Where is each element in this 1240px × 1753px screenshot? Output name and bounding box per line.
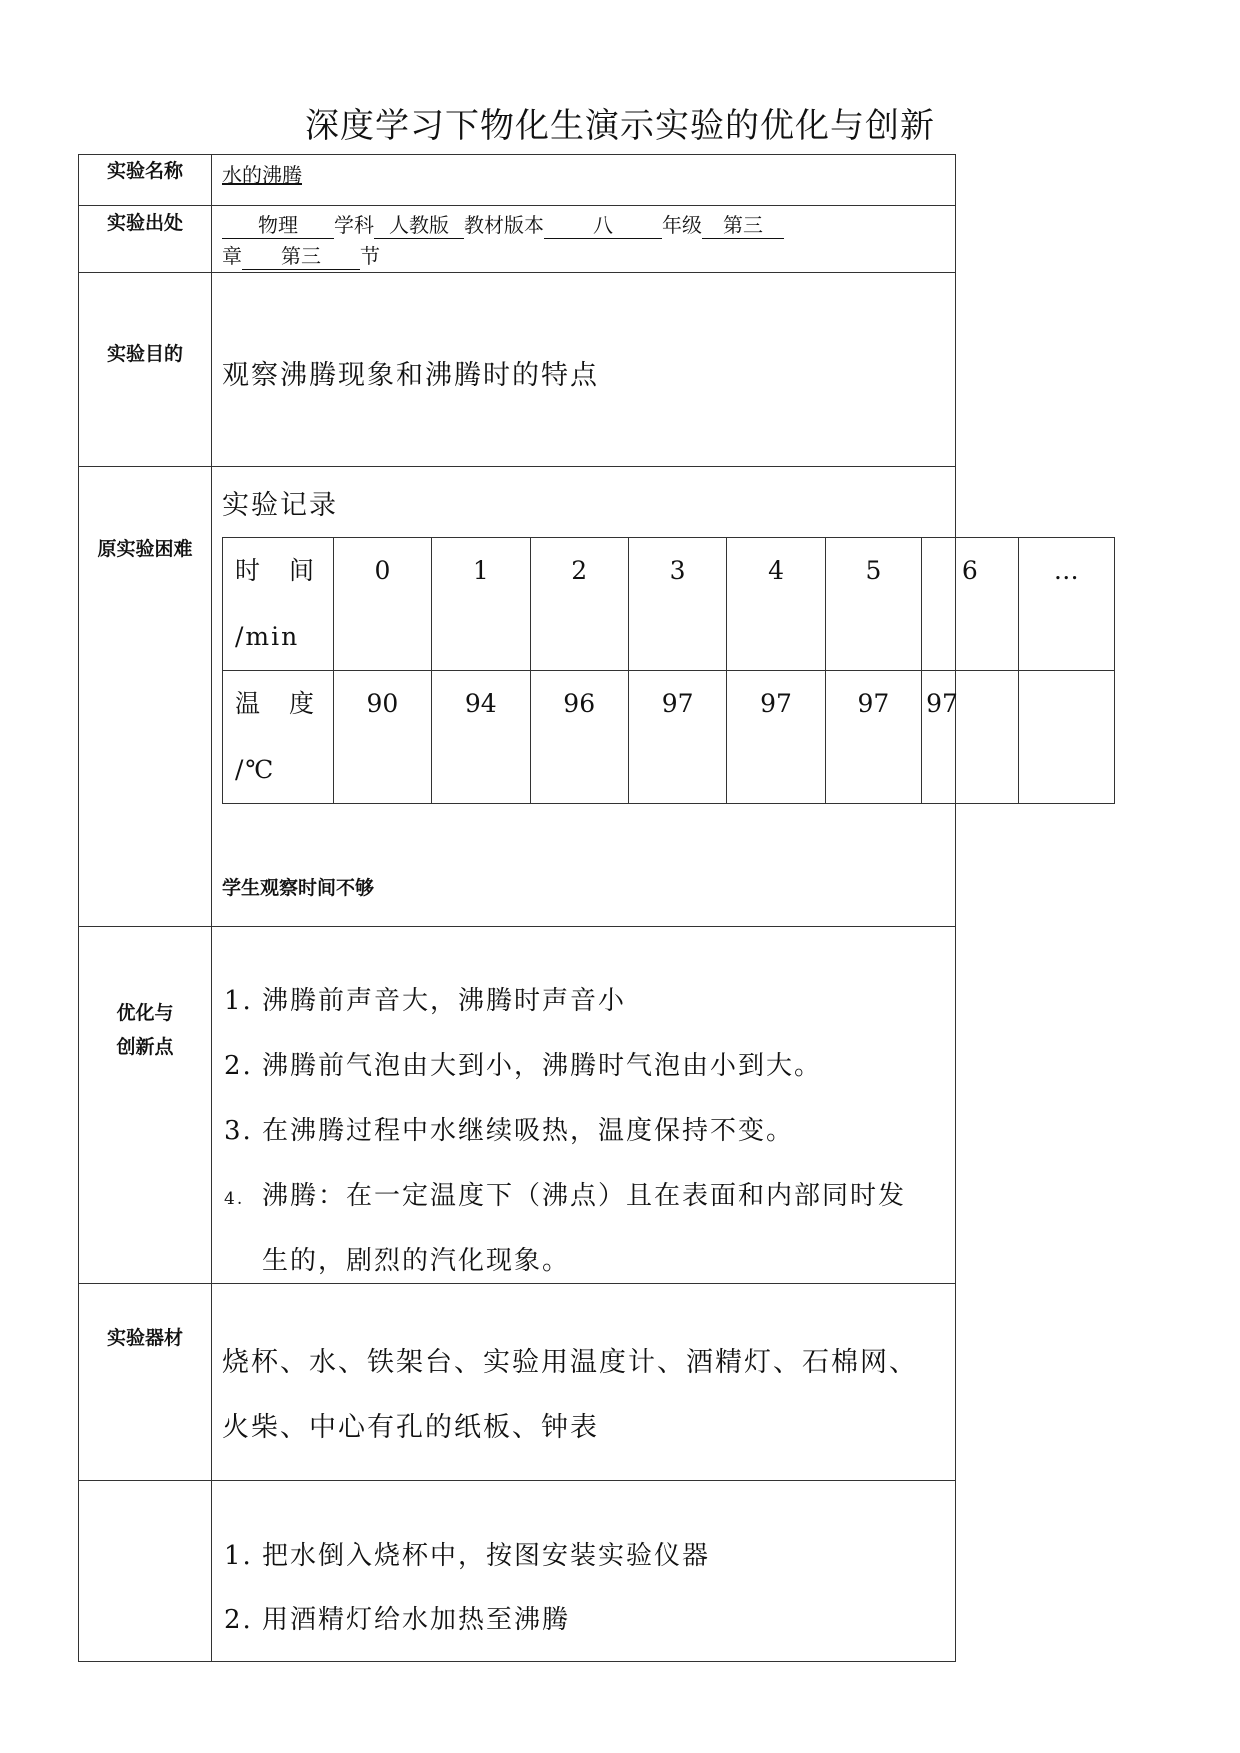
record-title: 实验记录: [222, 490, 338, 521]
innovation-item: [224, 980, 626, 1017]
time-row: [223, 538, 1115, 671]
experiment-source-value: [222, 210, 944, 272]
temperature-cell: [1018, 671, 1114, 804]
item-number: 4.: [224, 1189, 245, 1209]
label-experiment-name: 实验名称: [106, 160, 183, 182]
materials-line2: 火柴、中心有孔的纸板、钟表: [222, 1412, 599, 1443]
time-cell: 3: [628, 538, 726, 671]
edition-value: 人教版: [374, 212, 464, 239]
item-text: 在沸腾过程中水继续吸热，温度保持不变。: [262, 1116, 795, 1146]
label-innovation: [80, 996, 210, 1064]
record-table: [222, 537, 1115, 804]
item-text: 沸腾：在一定温度下（沸点）且在表面和内部同时发: [262, 1181, 907, 1211]
item-text: 用酒精灯给水加热至沸腾: [262, 1605, 571, 1635]
label-experiment-source: 实验出处: [106, 212, 183, 234]
row-divider: [78, 926, 956, 927]
difficulty-note: 学生观察时间不够: [222, 877, 375, 899]
chapter-suffix: 章: [222, 244, 242, 268]
temperature-cell: 97: [727, 671, 825, 804]
row-divider: [78, 1480, 956, 1481]
label-original-difficulty: 原实验困难: [97, 538, 193, 560]
innovation-item: [224, 1045, 822, 1082]
row-divider: [78, 466, 956, 467]
grade-suffix: 年级: [662, 213, 702, 237]
row-divider: [78, 272, 956, 273]
innovation-item-continuation: 生的，剧烈的汽化现象。: [262, 1246, 571, 1276]
label-materials: 实验器材: [106, 1327, 183, 1349]
time-cell: 2: [530, 538, 628, 671]
subject-value: 物理: [222, 212, 334, 239]
item-number: 1.: [224, 1541, 253, 1571]
temperature-row: [223, 671, 1115, 804]
step-item: [224, 1599, 570, 1636]
row-divider: [78, 1283, 956, 1284]
temperature-cell: 94: [432, 671, 530, 804]
innovation-label-line1: 优化与: [116, 1002, 174, 1024]
time-header-line1: 时 间: [235, 556, 317, 585]
label-experiment-purpose: 实验目的: [106, 343, 183, 365]
temperature-header: [223, 671, 334, 804]
experiment-name-value: 水的沸腾: [222, 163, 302, 187]
innovation-label-line2: 创新点: [116, 1036, 174, 1058]
time-cell: 4: [727, 538, 825, 671]
time-cell: 5: [825, 538, 921, 671]
item-text: 沸腾前声音大，沸腾时声音小: [262, 986, 627, 1016]
item-number: 1.: [224, 986, 253, 1016]
time-header-line2: /min: [235, 622, 300, 651]
chapter-value: 第三: [702, 212, 784, 239]
innovation-item: [224, 1175, 906, 1212]
edition-suffix: 教材版本: [464, 213, 544, 237]
innovation-item: [224, 1110, 794, 1147]
time-cell: 1: [432, 538, 530, 671]
time-cell: 0: [333, 538, 431, 671]
item-number: 2.: [224, 1605, 253, 1635]
experiment-purpose-value: 观察沸腾现象和沸腾时的特点: [222, 360, 599, 391]
temperature-cell: 96: [530, 671, 628, 804]
column-divider: [211, 154, 212, 1662]
temperature-cell: 97: [628, 671, 726, 804]
item-text: 沸腾前气泡由大到小，沸腾时气泡由小到大。: [262, 1051, 823, 1081]
temperature-header-line1: 温 度: [235, 689, 317, 718]
section-suffix: 节: [360, 244, 380, 268]
temperature-header-line2: /℃: [235, 755, 276, 784]
time-cell: …: [1018, 538, 1114, 671]
page-title: 深度学习下物化生演示实验的优化与创新: [305, 106, 935, 146]
item-number: 2.: [224, 1051, 253, 1081]
subject-suffix: 学科: [334, 213, 374, 237]
materials-line1: 烧杯、水、铁架台、实验用温度计、酒精灯、石棉网、: [222, 1347, 918, 1378]
item-number: 3.: [224, 1116, 253, 1146]
grade-value: 八: [544, 212, 662, 239]
temperature-cell: 97: [825, 671, 921, 804]
time-cell: 6: [922, 538, 1018, 671]
temperature-cell: 90: [333, 671, 431, 804]
time-header: [223, 538, 334, 671]
temperature-cell: 97: [922, 671, 1018, 804]
section-value: 第三: [242, 243, 360, 270]
step-item: [224, 1535, 710, 1572]
item-text: 把水倒入烧杯中，按图安装实验仪器: [262, 1541, 711, 1571]
